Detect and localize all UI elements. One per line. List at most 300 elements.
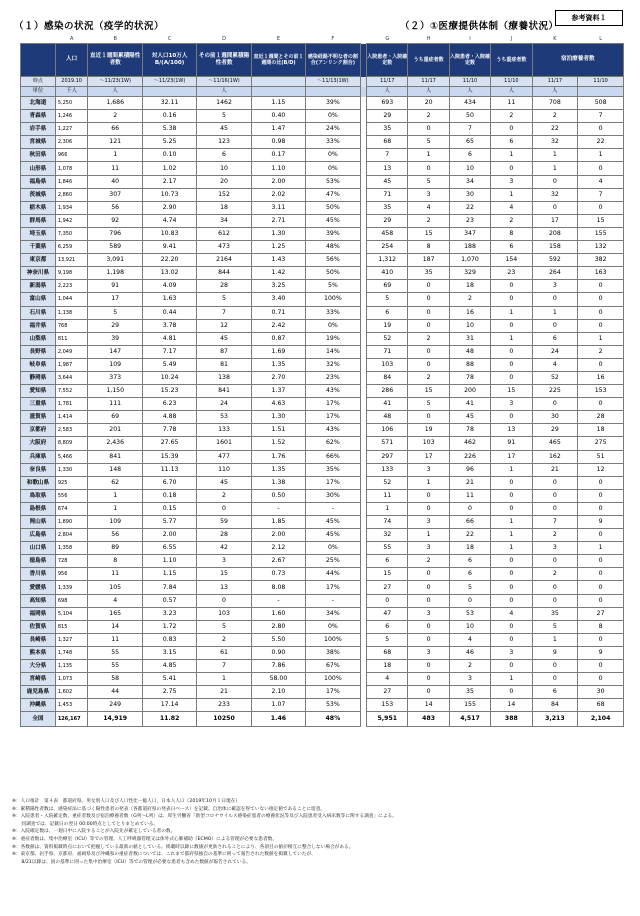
- data-cell: 103: [197, 607, 251, 620]
- data-cell: 0: [532, 201, 578, 214]
- table-row: [21, 620, 624, 633]
- data-cell: 0%: [306, 319, 360, 332]
- population-cell: 1,327: [55, 633, 88, 646]
- table-row: [21, 424, 624, 437]
- data-cell: 1.15: [251, 97, 305, 110]
- data-cell: 111: [88, 398, 142, 411]
- data-cell: 17%: [306, 411, 360, 424]
- data-cell: 58: [88, 673, 142, 686]
- time-cell: 11/10: [578, 77, 624, 87]
- data-cell: 17: [491, 450, 532, 463]
- data-cell: 0: [578, 201, 624, 214]
- unit-cell: 人: [449, 87, 490, 97]
- data-cell: 0: [532, 594, 578, 607]
- table-row: [21, 489, 624, 502]
- data-cell: 45: [197, 123, 251, 136]
- column-letter: L: [599, 36, 603, 42]
- data-cell: 0: [491, 345, 532, 358]
- data-cell: 1: [578, 542, 624, 555]
- data-cell: 1.52: [251, 437, 305, 450]
- data-cell: 23: [491, 267, 532, 280]
- data-cell: 1462: [197, 97, 251, 110]
- footnote-line: ※：入院患者・入院確定数、重症者数及び宿泊療養者数（G列～L列）は、厚生労働省「新型コロナウイルス感染症患者の療養状況等及び入院患者受入病床数等に関する調査」による。: [12, 814, 397, 820]
- data-cell: 0: [491, 568, 532, 581]
- data-cell: 0: [408, 293, 449, 306]
- data-cell: 0: [408, 489, 449, 502]
- data-cell: 123: [197, 136, 251, 149]
- data-cell: 50: [449, 110, 490, 123]
- data-cell: 1.69: [251, 345, 305, 358]
- data-cell: 45%: [306, 516, 360, 529]
- footnote-line: ※：各数値は、資料掲載時点において把握している最新の値としている。掲載時以降に数値が更新されることにより、各項目の値が相互に整合しない場合がある。: [12, 844, 354, 850]
- data-cell: 4: [578, 175, 624, 188]
- data-cell: 8: [88, 555, 142, 568]
- prefecture-name: 京都府: [21, 424, 56, 437]
- data-cell: 56: [88, 201, 142, 214]
- footnotes: [12, 798, 622, 866]
- data-cell: 3.23: [142, 607, 196, 620]
- column-letter: D: [222, 36, 226, 42]
- data-cell: 67%: [306, 660, 360, 673]
- data-cell: 796: [88, 227, 142, 240]
- data-cell: 21: [197, 686, 251, 699]
- data-cell: 19: [408, 424, 449, 437]
- time-cell: 11/10: [449, 77, 490, 87]
- data-cell: 4.88: [142, 411, 196, 424]
- data-cell: 41: [367, 398, 408, 411]
- data-cell: 5.49: [142, 358, 196, 371]
- data-cell: 59: [197, 516, 251, 529]
- data-cell: 10.83: [142, 227, 196, 240]
- population-cell: 7,350: [55, 227, 88, 240]
- data-cell: 2164: [197, 254, 251, 267]
- data-cell: 0: [532, 476, 578, 489]
- data-cell: 32: [532, 136, 578, 149]
- data-cell: 0: [491, 594, 532, 607]
- data-cell: 0: [578, 502, 624, 515]
- data-cell: 19%: [306, 332, 360, 345]
- data-cell: 155: [578, 227, 624, 240]
- data-cell: 2: [491, 110, 532, 123]
- header-inpatients-1117: 入院患者・入院確定数: [367, 44, 408, 77]
- population-cell: 556: [55, 489, 88, 502]
- data-cell: 29: [532, 424, 578, 437]
- prefecture-name: 北海道: [21, 97, 56, 110]
- table-row: [21, 293, 624, 306]
- prefecture-name: 神奈川県: [21, 267, 56, 280]
- header-hotel-recuperation: 宿泊療養者数: [532, 44, 623, 77]
- data-cell: 5: [408, 175, 449, 188]
- data-cell: 0: [532, 319, 578, 332]
- data-cell: 0: [532, 502, 578, 515]
- data-cell: 2: [197, 489, 251, 502]
- prefecture-name: 秋田県: [21, 149, 56, 162]
- data-cell: 1.72: [142, 620, 196, 633]
- prefecture-name: 長崎県: [21, 633, 56, 646]
- data-cell: 1: [532, 306, 578, 319]
- data-cell: 154: [491, 254, 532, 267]
- data-cell: 2.67: [251, 555, 305, 568]
- data-cell: 0: [408, 686, 449, 699]
- prefecture-table: [20, 35, 624, 727]
- data-cell: 81: [197, 358, 251, 371]
- data-cell: 1: [578, 332, 624, 345]
- header-population: 人口: [55, 44, 88, 77]
- data-cell: 0.40: [251, 110, 305, 123]
- data-cell: 65: [449, 136, 490, 149]
- data-cell: 0: [491, 411, 532, 424]
- data-cell: 39%: [306, 97, 360, 110]
- table-row: [21, 345, 624, 358]
- data-cell: 3: [532, 280, 578, 293]
- table-row: [21, 633, 624, 646]
- population-cell: 966: [55, 149, 88, 162]
- data-cell: -: [251, 594, 305, 607]
- data-cell: 434: [449, 97, 490, 110]
- prefecture-name: 岐阜県: [21, 358, 56, 371]
- data-cell: 9: [532, 646, 578, 659]
- population-cell: 1,330: [55, 463, 88, 476]
- data-cell: 0: [408, 581, 449, 594]
- data-cell: 2: [449, 293, 490, 306]
- data-cell: 3: [408, 516, 449, 529]
- data-cell: 14: [491, 699, 532, 712]
- data-cell: 44%: [306, 568, 360, 581]
- data-cell: 5: [88, 306, 142, 319]
- data-cell: 612: [197, 227, 251, 240]
- data-cell: 462: [449, 437, 490, 450]
- population-cell: 5,250: [55, 97, 88, 110]
- data-cell: 2.02: [251, 188, 305, 201]
- data-cell: 3: [408, 542, 449, 555]
- prefecture-name: 福岡県: [21, 607, 56, 620]
- data-cell: 4: [367, 673, 408, 686]
- data-cell: 92: [88, 214, 142, 227]
- data-cell: 1.02: [142, 162, 196, 175]
- data-cell: 3: [408, 463, 449, 476]
- data-cell: 0.57: [142, 594, 196, 607]
- data-cell: 7.86: [251, 660, 305, 673]
- data-cell: 571: [367, 437, 408, 450]
- data-cell: 0%: [306, 110, 360, 123]
- data-cell: 7: [578, 188, 624, 201]
- data-cell: 62%: [306, 437, 360, 450]
- data-cell: 6: [532, 332, 578, 345]
- data-cell: 18: [578, 424, 624, 437]
- table-row: [21, 476, 624, 489]
- data-cell: 0: [491, 123, 532, 136]
- data-cell: 2: [197, 633, 251, 646]
- data-cell: 43%: [306, 424, 360, 437]
- data-cell: 0.73: [251, 568, 305, 581]
- population-cell: 728: [55, 555, 88, 568]
- population-cell: 1,073: [55, 673, 88, 686]
- population-cell: 956: [55, 568, 88, 581]
- data-cell: 66%: [306, 450, 360, 463]
- data-cell: 2.00: [251, 175, 305, 188]
- data-cell: 1.51: [251, 424, 305, 437]
- data-cell: 0%: [306, 542, 360, 555]
- data-cell: 10: [449, 620, 490, 633]
- data-cell: 27: [367, 686, 408, 699]
- unit-cell: 人: [532, 87, 578, 97]
- data-cell: 40: [88, 175, 142, 188]
- data-cell: 233: [197, 699, 251, 712]
- table-row: [21, 385, 624, 398]
- population-cell: 1,942: [55, 214, 88, 227]
- data-cell: 0: [408, 673, 449, 686]
- data-cell: 0: [578, 123, 624, 136]
- data-cell: 22: [449, 529, 490, 542]
- population-cell: 1,078: [55, 162, 88, 175]
- data-cell: 30%: [306, 489, 360, 502]
- data-cell: 32.11: [142, 97, 196, 110]
- data-cell: 6.70: [142, 476, 196, 489]
- data-cell: 29: [88, 319, 142, 332]
- data-cell: 6: [197, 149, 251, 162]
- data-cell: 0: [408, 620, 449, 633]
- data-cell: 23: [449, 214, 490, 227]
- data-cell: 0.44: [142, 306, 196, 319]
- data-cell: 1: [408, 149, 449, 162]
- data-cell: 0: [578, 489, 624, 502]
- data-cell: 6: [449, 149, 490, 162]
- data-cell: 2.12: [251, 542, 305, 555]
- data-cell: 132: [578, 241, 624, 254]
- table-row: [21, 110, 624, 123]
- data-cell: 1.30: [251, 227, 305, 240]
- data-cell: 0: [408, 502, 449, 515]
- data-cell: 0: [578, 306, 624, 319]
- data-cell: 1: [491, 332, 532, 345]
- prefecture-name: 富山県: [21, 293, 56, 306]
- data-cell: 30: [532, 411, 578, 424]
- data-cell: 16: [578, 371, 624, 384]
- data-cell: 3: [491, 175, 532, 188]
- prefecture-name: 和歌山県: [21, 476, 56, 489]
- data-cell: 0.15: [142, 502, 196, 515]
- data-cell: 22.20: [142, 254, 196, 267]
- data-cell: 11: [491, 97, 532, 110]
- data-cell: 0: [491, 502, 532, 515]
- table-row: [21, 371, 624, 384]
- data-cell: 0.10: [142, 149, 196, 162]
- data-cell: 200: [449, 385, 490, 398]
- data-cell: 1: [491, 542, 532, 555]
- data-cell: 15: [197, 568, 251, 581]
- data-cell: 53: [197, 411, 251, 424]
- data-cell: 11: [88, 633, 142, 646]
- data-cell: 0: [578, 529, 624, 542]
- data-cell: 1.25: [251, 241, 305, 254]
- data-cell: 0: [491, 293, 532, 306]
- data-cell: 458: [367, 227, 408, 240]
- data-cell: 1.30: [251, 411, 305, 424]
- data-cell: 155: [449, 699, 490, 712]
- population-cell: 815: [55, 620, 88, 633]
- data-cell: 11.13: [142, 463, 196, 476]
- unit-cell: 人: [197, 87, 251, 97]
- table-row: [21, 594, 624, 607]
- prefecture-name: 岩手県: [21, 123, 56, 136]
- data-cell: 105: [88, 581, 142, 594]
- data-cell: 12: [578, 463, 624, 476]
- data-cell: 78: [449, 371, 490, 384]
- data-cell: 0.50: [251, 489, 305, 502]
- prefecture-name: 佐賀県: [21, 620, 56, 633]
- data-cell: 0.71: [251, 306, 305, 319]
- data-cell: 0: [197, 502, 251, 515]
- data-cell: 31: [449, 332, 490, 345]
- data-cell: 1: [197, 673, 251, 686]
- time-cell: 11/17: [367, 77, 408, 87]
- data-cell: 410: [367, 267, 408, 280]
- data-cell: 3: [491, 646, 532, 659]
- column-letter: C: [167, 36, 172, 42]
- data-cell: 297: [367, 450, 408, 463]
- data-cell: 7: [578, 110, 624, 123]
- data-cell: 45: [197, 332, 251, 345]
- data-cell: 34: [449, 175, 490, 188]
- data-cell: 4.81: [142, 332, 196, 345]
- data-cell: 483: [408, 712, 449, 727]
- data-cell: 2: [532, 529, 578, 542]
- prefecture-name: 福島県: [21, 175, 56, 188]
- data-cell: 15: [491, 385, 532, 398]
- data-cell: 3: [408, 607, 449, 620]
- prefecture-name: 山口県: [21, 542, 56, 555]
- data-cell: 1.37: [251, 385, 305, 398]
- data-cell: 68: [578, 699, 624, 712]
- data-cell: 45%: [306, 529, 360, 542]
- data-cell: 1: [408, 476, 449, 489]
- data-cell: 3: [491, 398, 532, 411]
- table-row: [21, 437, 624, 450]
- header-severe-1117: うち重症者数: [408, 44, 449, 77]
- population-cell: 1,044: [55, 293, 88, 306]
- data-cell: 1.35: [251, 358, 305, 371]
- data-cell: 0: [578, 319, 624, 332]
- data-cell: 163: [578, 267, 624, 280]
- data-cell: 382: [578, 254, 624, 267]
- data-cell: 1.63: [142, 293, 196, 306]
- data-cell: 17%: [306, 476, 360, 489]
- table-row: [21, 358, 624, 371]
- population-cell: 698: [55, 594, 88, 607]
- time-label: 時点: [21, 77, 56, 87]
- data-cell: 0: [197, 594, 251, 607]
- data-cell: 5.25: [142, 136, 196, 149]
- data-cell: 7: [197, 660, 251, 673]
- data-cell: 14%: [306, 345, 360, 358]
- data-cell: 22: [449, 201, 490, 214]
- prefecture-name: 石川県: [21, 306, 56, 319]
- time-cell: ～11/23(1W): [88, 77, 142, 87]
- prefecture-name: 広島県: [21, 529, 56, 542]
- table-row: [21, 201, 624, 214]
- prefecture-name: 高知県: [21, 594, 56, 607]
- data-cell: 12: [197, 319, 251, 332]
- data-cell: 2.80: [251, 620, 305, 633]
- footnote-line: 同調査では、記載日の翌日 00:00時点としてとりまとめている。: [12, 821, 159, 827]
- data-cell: 42: [197, 542, 251, 555]
- data-cell: 0: [408, 306, 449, 319]
- data-cell: 1: [88, 489, 142, 502]
- data-cell: 109: [88, 358, 142, 371]
- data-cell: 148: [88, 463, 142, 476]
- data-cell: 35: [367, 123, 408, 136]
- header-inpatients-1110: 入院患者・入院確定数: [449, 44, 490, 77]
- section-title-medical: （２）①医療提供体制（療養状況）: [400, 21, 559, 32]
- data-cell: 0: [408, 594, 449, 607]
- data-cell: 5%: [306, 280, 360, 293]
- data-cell: 11: [88, 568, 142, 581]
- total-row: [21, 712, 624, 727]
- time-cell: 2019.10: [55, 77, 88, 87]
- data-cell: 0: [491, 620, 532, 633]
- data-cell: 110: [197, 463, 251, 476]
- data-cell: 17%: [306, 686, 360, 699]
- data-cell: 27.65: [142, 437, 196, 450]
- data-cell: 91: [491, 437, 532, 450]
- population-cell: 13,921: [55, 254, 88, 267]
- table-row: [21, 241, 624, 254]
- data-cell: 55: [88, 646, 142, 659]
- data-cell: 27: [367, 581, 408, 594]
- population-cell: 1,246: [55, 110, 88, 123]
- data-cell: 47: [367, 607, 408, 620]
- time-cell: ～11/16(1W): [197, 77, 251, 87]
- data-cell: 0: [408, 280, 449, 293]
- data-cell: 41: [449, 398, 490, 411]
- data-cell: 2: [88, 110, 142, 123]
- prefecture-name: 千葉県: [21, 241, 56, 254]
- data-cell: 841: [88, 450, 142, 463]
- data-cell: 78: [449, 424, 490, 437]
- data-cell: 74: [367, 516, 408, 529]
- population-cell: 1,135: [55, 660, 88, 673]
- data-cell: 0: [491, 476, 532, 489]
- data-cell: 4.85: [142, 660, 196, 673]
- data-cell: 0: [491, 358, 532, 371]
- data-cell: 8: [578, 620, 624, 633]
- unit-cell: [578, 87, 624, 97]
- data-cell: 152: [197, 188, 251, 201]
- data-cell: 373: [88, 371, 142, 384]
- prefecture-name: 静岡県: [21, 371, 56, 384]
- data-cell: 66: [449, 516, 490, 529]
- data-cell: 1: [532, 633, 578, 646]
- data-cell: 4.74: [142, 214, 196, 227]
- data-cell: 35: [532, 607, 578, 620]
- data-cell: 0: [408, 123, 449, 136]
- data-cell: 15: [367, 568, 408, 581]
- data-cell: 0: [408, 345, 449, 358]
- population-cell: 811: [55, 332, 88, 345]
- data-cell: 147: [88, 345, 142, 358]
- data-cell: 2: [408, 214, 449, 227]
- data-cell: 66: [88, 123, 142, 136]
- prefecture-name: 茨城県: [21, 188, 56, 201]
- table-row: [21, 306, 624, 319]
- data-cell: 24: [197, 398, 251, 411]
- data-cell: 106: [367, 424, 408, 437]
- column-letter-row: [21, 35, 624, 44]
- time-cell: 11/17: [408, 77, 449, 87]
- data-cell: 2: [408, 371, 449, 384]
- data-cell: 3.15: [142, 646, 196, 659]
- population-cell: 1,781: [55, 398, 88, 411]
